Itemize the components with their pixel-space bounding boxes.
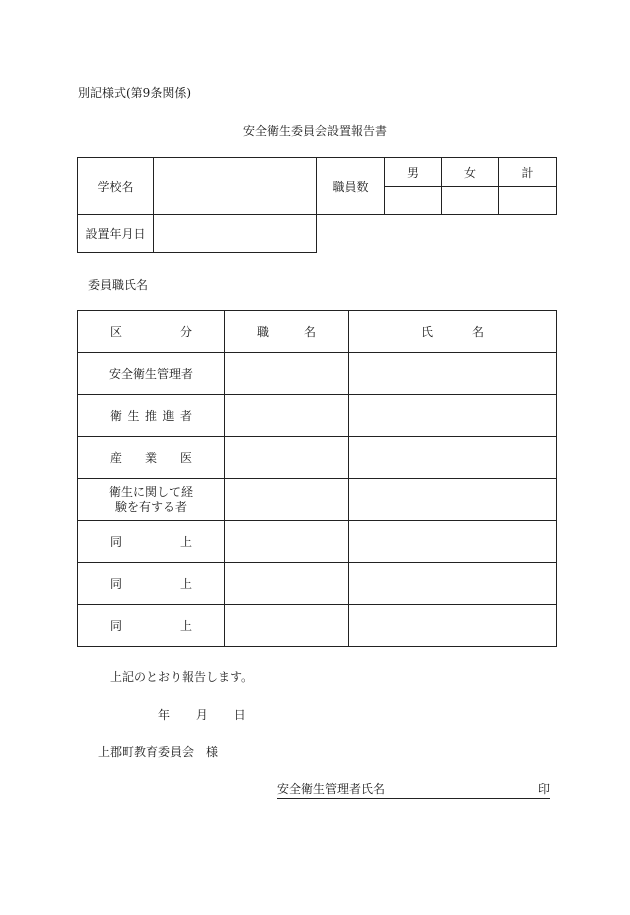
category-same-as-above — [78, 521, 225, 563]
category-char: 業 — [144, 451, 157, 465]
form-reference: 別記様式(第9条関係) — [78, 86, 191, 100]
category-char: 上 — [179, 619, 192, 633]
name-field[interactable] — [349, 479, 557, 521]
school-info-table — [77, 157, 557, 253]
header-name-char-2: 名 — [471, 325, 484, 339]
total-header: 計 — [499, 158, 557, 187]
table-row — [78, 605, 557, 647]
name-field[interactable] — [349, 521, 557, 563]
document-title: 安全衛生委員会設置報告書 — [242, 124, 387, 138]
category-char: 生 — [127, 409, 140, 423]
category-experienced-person — [78, 479, 225, 521]
header-category-char-1: 区 — [110, 325, 123, 339]
category-char: 産 — [110, 451, 123, 465]
position-field[interactable] — [225, 479, 349, 521]
header-position-char-2: 名 — [303, 325, 316, 339]
addressee: 上郡町教育委員会 様 — [98, 745, 219, 759]
name-field[interactable] — [349, 437, 557, 479]
category-char: 医 — [179, 451, 192, 465]
report-statement: 上記のとおり報告します。 — [110, 670, 254, 684]
established-date-label-cell — [78, 215, 154, 253]
category-char: 同 — [110, 535, 123, 549]
members-table — [77, 310, 557, 647]
category-char: 者 — [179, 409, 192, 423]
category-line-1: 衛生に関して経 — [108, 484, 193, 499]
established-date-field[interactable] — [154, 215, 317, 253]
category-industrial-physician — [78, 437, 225, 479]
category-health-promoter — [78, 395, 225, 437]
name-field[interactable] — [349, 395, 557, 437]
category-char: 同 — [110, 577, 123, 591]
header-position-char-1: 職 — [257, 325, 270, 339]
name-field[interactable] — [349, 563, 557, 605]
name-field[interactable] — [349, 353, 557, 395]
header-category-char-2: 分 — [179, 325, 192, 339]
date-line — [158, 706, 246, 723]
staff-count-label-cell — [317, 158, 385, 215]
category-char: 衛 — [110, 409, 123, 423]
position-field[interactable] — [225, 437, 349, 479]
table-row — [78, 395, 557, 437]
position-field[interactable] — [225, 353, 349, 395]
category-safety-health-manager: 安全衛生管理者 — [78, 353, 225, 395]
position-field[interactable] — [225, 605, 349, 647]
male-count-field[interactable] — [385, 187, 442, 215]
female-count-field[interactable] — [442, 187, 499, 215]
header-name-char-1: 氏 — [421, 325, 434, 339]
male-header: 男 — [385, 158, 442, 187]
staff-count-label: 職員数 — [332, 179, 369, 194]
category-char: 同 — [110, 619, 123, 633]
female-header: 女 — [442, 158, 499, 187]
category-char: 進 — [162, 409, 175, 423]
school-name-label-cell — [78, 158, 154, 215]
empty-corner — [317, 215, 557, 253]
table-row — [78, 479, 557, 521]
category-same-as-above — [78, 563, 225, 605]
table-row — [78, 437, 557, 479]
seal-mark: 印 — [537, 782, 550, 796]
signature-line — [277, 780, 550, 799]
table-row — [78, 521, 557, 563]
header-name — [349, 311, 557, 353]
date-month-label: 月 — [195, 708, 208, 722]
category-char: 推 — [144, 409, 157, 423]
category-same-as-above — [78, 605, 225, 647]
school-name-field[interactable] — [154, 158, 317, 215]
category-char: 上 — [179, 535, 192, 549]
category-char: 上 — [179, 577, 192, 591]
established-date-label: 設置年月日 — [85, 227, 146, 241]
school-name-label: 学校名 — [97, 179, 134, 194]
date-year-label: 年 — [158, 708, 171, 722]
name-field[interactable] — [349, 605, 557, 647]
total-count-field[interactable] — [499, 187, 557, 215]
header-position — [225, 311, 349, 353]
date-day-label: 日 — [233, 708, 246, 722]
table-row — [78, 563, 557, 605]
category-line-2: 験を有する者 — [114, 499, 187, 514]
position-field[interactable] — [225, 563, 349, 605]
position-field[interactable] — [225, 521, 349, 563]
header-category — [78, 311, 225, 353]
members-heading: 委員職氏名 — [88, 278, 149, 292]
position-field[interactable] — [225, 395, 349, 437]
table-row — [78, 353, 557, 395]
signature-label: 安全衛生管理者氏名 — [277, 782, 386, 796]
